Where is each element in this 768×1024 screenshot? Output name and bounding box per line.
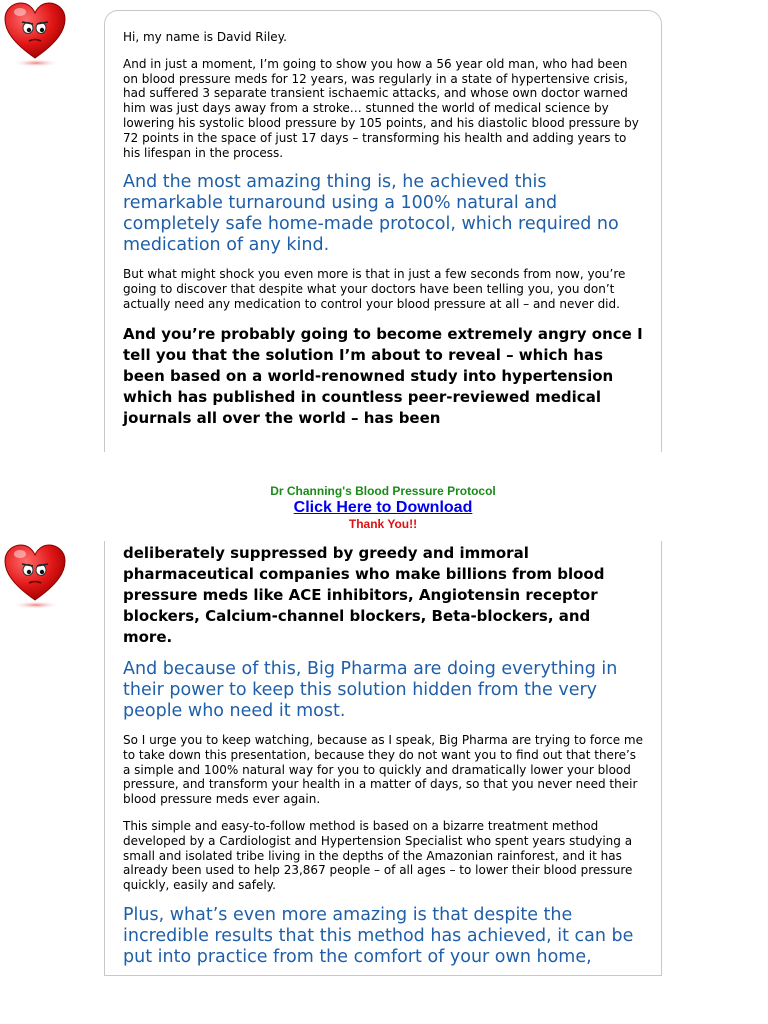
product-title: Dr Channing's Blood Pressure Protocol [270,484,496,498]
heart-face-icon [2,542,68,612]
suppressed-paragraph: deliberately suppressed by greedy and immoral pharmaceutical companies who make billions from blood pressure meds like ACE inhibitors, Angiotensin receptor blockers, Calcium-channel blockers, Beta-blockers, and more. [123,544,605,646]
download-cta [104,484,662,531]
big-pharma-highlight: And because of this, Big Pharma are doing everything in their power to keep this solution hidden from the very people who need it most. [123,659,618,721]
method-paragraph: This simple and easy-to-follow method is based on a bizarre treatment method developed by a Cardiologist and Hypertension Specialist who spent years studying a small and isolated tribe living in the depths of the Amazonian rainforest, and it has already been used to help 23,867 people – of all ages – to lower their blood pressure quickly, easily and safely. [123,818,633,893]
intro-paragraph: And in just a moment, I’m going to show you how a 56 year old man, who had been on blood pressure meds for 12 years, was regularly in a state of hypertensive crisis, had suffered 3 separate transient ischaemic attacks, and whose own doctor warned him was just days away from a stroke… stunned the world of medical science by lowering his systolic blood pressure by 105 points, and his diastolic blood pressure by 72 points in the space of just 17 days – transforming his health and adding years to his lifespan in the process. [123,56,639,160]
urge-paragraph: So I urge you to keep watching, because as I speak, Big Pharma are trying to force me to take down this presentation, because they do not want you to find out that there’s a simple and 100% natural way for you to quickly and dramatically lower your blood pressure, and transform your health in a matter of days, so that you never need their blood pressure meds ever again. [123,733,644,807]
angry-paragraph: And you’re probably going to become extremely angry once I tell you that the solution I’m about to reveal – which has been based on a world-renowned study into hypertension which has published in countless peer-reviewed medical journals all over the world – has been [123,324,643,427]
letter-panel-bottom [104,541,662,976]
highlight-paragraph: And the most amazing thing is, he achieved this remarkable turnaround using a 100% natural and completely safe home-made protocol, which required no medication of any kind. [123,172,619,256]
thank-you-text: Thank You!! [348,517,418,531]
download-link[interactable]: Click Here to Download [293,499,473,516]
letter-panel-top [104,10,662,452]
heart-face-icon [2,0,68,70]
amazing-highlight: Plus, what’s even more amazing is that despite the incredible results that this method has achieved, it can be put into practice from the comfort of your own home, [123,904,634,967]
greeting-text: Hi, my name is David Riley. [123,30,287,44]
shock-paragraph: But what might shock you even more is that in just a few seconds from now, you’re going to discover that despite what your doctors have been telling you, you don’t actually need any medication to control your blood pressure at all – and never did. [123,267,626,311]
